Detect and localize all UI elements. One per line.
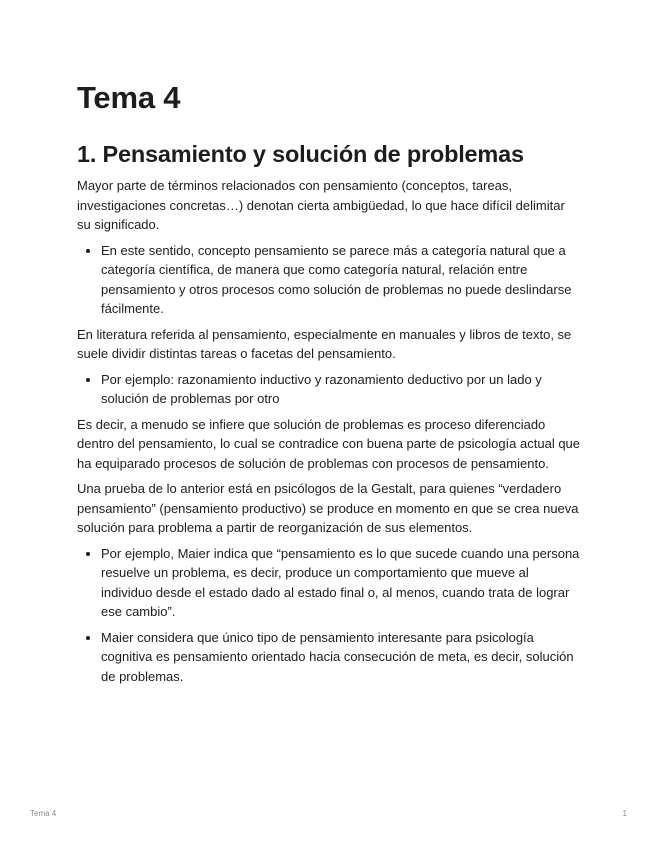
page-title: Tema 4 (77, 80, 181, 115)
section-heading: 1. Pensamiento y solución de problemas (77, 141, 524, 167)
bullet-list (77, 370, 582, 409)
list-item: • Maier considera que único tipo de pensamiento interesante para psicología cognitiva es pensamiento orientado hacia consecución de meta, es decir, solución de problemas. (101, 628, 582, 687)
list-item: • En este sentido, concepto pensamiento se parece más a categoría natural que a categoría científica, de manera que como categoría natural, relación entre pensamiento y otros procesos como solución de problemas no puede deslindarse fácilmente. (101, 241, 582, 319)
list-item: • Por ejemplo: razonamiento inductivo y razonamiento deductivo por un lado y solución de problemas por otro (101, 370, 582, 409)
footer-doc-title: Tema 4 (30, 809, 57, 818)
bullet-list (77, 241, 582, 319)
footer-page-number: 1 (622, 809, 627, 818)
paragraph: En literatura referida al pensamiento, especialmente en manuales y libros de texto, se suele dividir distintas tareas o facetas del pensamiento. (77, 326, 572, 361)
bullet-list (77, 544, 582, 687)
paragraph: Mayor parte de términos relacionados con pensamiento (conceptos, tareas, investigaciones concretas…) denotan cierta ambigüedad, lo que hace difícil delimitar su significado. (77, 178, 565, 232)
paragraph: Es decir, a menudo se infiere que solución de problemas es proceso diferenciado dentro del pensamiento, lo cual se contradice con buena parte de psicología actual que ha equiparado procesos de solución de problemas con procesos de pensamiento. (77, 416, 581, 471)
paragraph: Una prueba de lo anterior está en psicólogos de la Gestalt, para quienes “verdadero pensamiento” (pensamiento productivo) se produce en momento en que se crea nueva solución para problema a partir de reorganización de sus elementos. (77, 481, 579, 535)
document-page (77, 78, 582, 692)
list-item: • Por ejemplo, Maier indica que “pensamiento es lo que sucede cuando una persona resuelve un problema, es decir, produce un comportamiento que mueve al individuo desde el estado dado al estado final o, al menos, cuando trata de lograr ese cambio”. (101, 544, 582, 622)
